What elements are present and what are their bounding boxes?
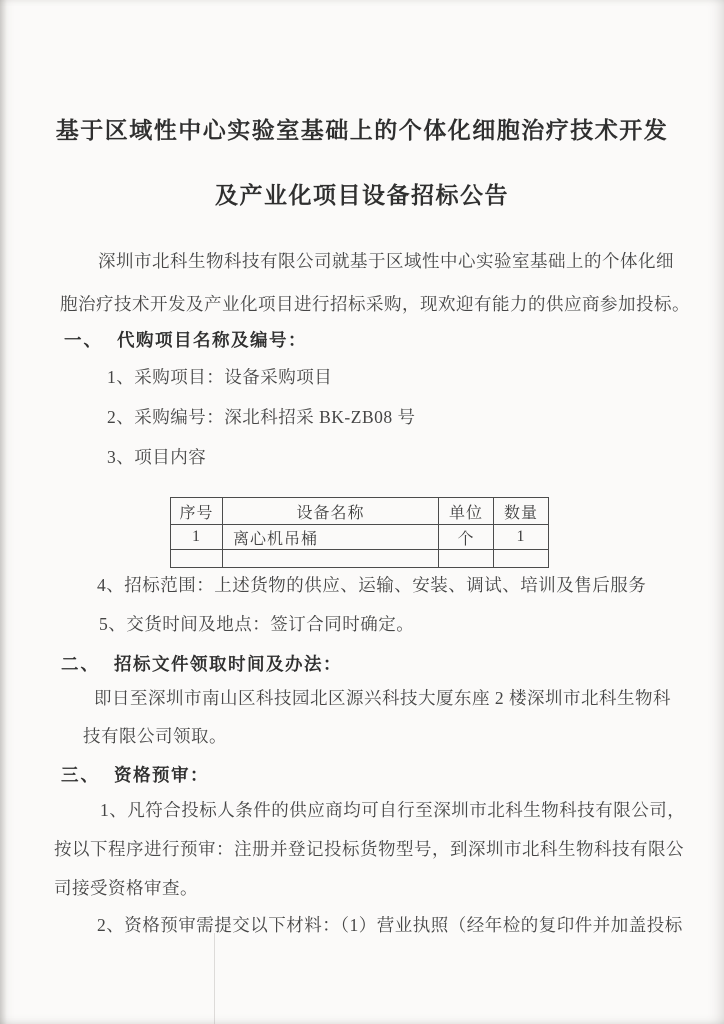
- section-2-heading-text: 招标文件领取时间及办法：: [114, 654, 342, 674]
- section-1-item-5: 5、交货时间及地点：签订合同时确定。: [99, 614, 415, 634]
- section-3-heading-text: 资格预审：: [114, 765, 209, 785]
- equipment-table-header-row: [171, 498, 549, 525]
- cell-qty: 1: [494, 525, 549, 550]
- cell-unit: [439, 550, 494, 568]
- section-3-marker: 三、: [61, 765, 100, 785]
- cell-seq: 1: [171, 525, 223, 550]
- section-3-item-1-line-2: 按以下程序进行预审：注册并登记投标货物型号，到深圳市北科生物科技有限公: [54, 839, 684, 859]
- section-1-item-3: 3、项目内容: [107, 447, 207, 467]
- section-2-marker: 二、: [61, 654, 100, 674]
- intro-paragraph-line-1: 深圳市北科生物科技有限公司就基于区域性中心实验室基础上的个体化细: [98, 251, 674, 271]
- section-1-heading-text: 代购项目名称及编号：: [117, 330, 307, 350]
- table-row: [171, 525, 549, 550]
- section-3-item-2-line-1: 2、资格预审需提交以下材料：（1）营业执照（经年检的复印件并加盖投标: [97, 915, 683, 935]
- cell-name: [223, 550, 439, 568]
- section-1-item-4: 4、招标范围：上述货物的供应、运输、安装、调试、培训及售后服务: [97, 575, 647, 595]
- table-header-unit: 单位: [439, 498, 494, 525]
- table-header-seq: 序号: [171, 498, 223, 525]
- intro-paragraph-line-2: 胞治疗技术开发及产业化项目进行招标采购，现欢迎有能力的供应商参加投标。: [60, 294, 690, 314]
- section-3-heading: [61, 762, 209, 787]
- document-title-line-1: 基于区域性中心实验室基础上的个体化细胞治疗技术开发: [55, 118, 669, 143]
- section-1-item-2: 2、采购编号：深北科招采 BK-ZB08 号: [107, 407, 416, 427]
- section-1-heading: [64, 327, 307, 352]
- table-header-qty: 数量: [494, 498, 549, 525]
- equipment-table: [170, 497, 549, 568]
- section-2-line-1: 即日至深圳市南山区科技园北区源兴科技大厦东座 2 楼深圳市北科生物科: [94, 688, 671, 708]
- cell-name: 离心机吊桶: [223, 525, 439, 550]
- cell-qty: [494, 550, 549, 568]
- section-1-marker: 一、: [64, 330, 103, 350]
- section-1-item-1: 1、采购项目：设备采购项目: [107, 367, 333, 387]
- section-2-line-2: 技有限公司领取。: [83, 726, 227, 746]
- cell-unit: 个: [439, 525, 494, 550]
- table-row-empty: [171, 550, 549, 568]
- section-3-item-1-line-3: 司接受资格审查。: [54, 878, 198, 898]
- scan-left-edge: [0, 0, 7, 1024]
- table-header-name: 设备名称: [223, 498, 439, 525]
- scan-artifact-line: [214, 933, 215, 1024]
- document-title-line-2: 及产业化项目设备招标公告: [215, 183, 509, 208]
- cell-seq: [171, 550, 223, 568]
- section-3-item-1-line-1: 1、凡符合投标人条件的供应商均可自行至深圳市北科生物科技有限公司，: [100, 800, 686, 820]
- section-2-heading: [61, 651, 342, 676]
